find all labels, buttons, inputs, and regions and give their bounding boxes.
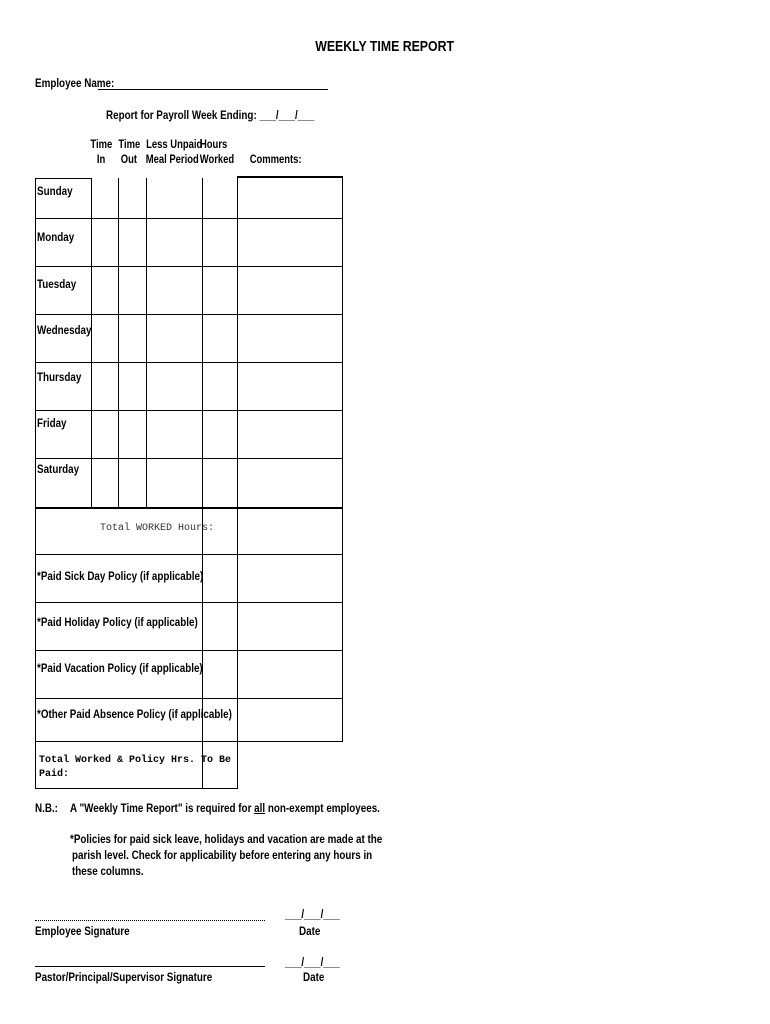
row-divider	[35, 602, 343, 603]
row-label-sunday: Sunday	[37, 184, 73, 198]
table-left-border	[35, 178, 36, 789]
day-section-bottom-border	[35, 507, 343, 509]
row-divider	[35, 410, 343, 411]
employee-name-label: Employee Name:	[35, 76, 115, 90]
col-header-time-in: Time In	[90, 139, 113, 166]
supervisor-signature-date-blank[interactable]: ___/___/___	[285, 955, 340, 969]
col-divider-meal-period	[146, 178, 147, 507]
row-label-saturday: Saturday	[37, 462, 80, 476]
supervisor-signature-label: Pastor/Principal/Supervisor Signature	[35, 970, 213, 984]
employee-name-field[interactable]	[98, 89, 328, 90]
row-divider	[35, 362, 343, 363]
row-label-friday: Friday	[37, 416, 67, 430]
col-header-hours-worked: Hours Worked	[199, 139, 235, 166]
table-top-border	[237, 176, 343, 178]
supervisor-date-label: Date	[303, 970, 325, 984]
col-divider-time-in	[91, 178, 92, 507]
policy-label-vacation: *Paid Vacation Policy (if applicable)	[37, 661, 203, 675]
col-divider-comments	[237, 178, 238, 789]
employee-signature-line[interactable]	[35, 920, 265, 921]
table-bottom-border	[35, 788, 238, 789]
row-divider	[35, 218, 343, 219]
table-top-left-border	[35, 178, 91, 179]
row-divider	[35, 741, 343, 742]
row-divider	[35, 554, 343, 555]
row-divider	[35, 314, 343, 315]
col-header-comments: Comments:	[249, 154, 302, 166]
row-label-wednesday: Wednesday	[37, 323, 92, 337]
policy-label-holiday: *Paid Holiday Policy (if applicable)	[37, 615, 198, 629]
week-ending-label: Report for Payroll Week Ending: ___/___/___	[106, 108, 315, 122]
employee-signature-label: Employee Signature	[35, 924, 130, 938]
row-divider	[35, 458, 343, 459]
col-divider-hours-worked	[202, 178, 203, 789]
employee-date-label: Date	[299, 924, 321, 938]
required-note: A "Weekly Time Report" is required for all non-exempt employees.	[70, 801, 380, 815]
policy-label-other-absence: *Other Paid Absence Policy (if applicable)	[37, 707, 232, 721]
col-divider-time-out	[118, 178, 119, 507]
row-label-tuesday: Tuesday	[37, 277, 77, 291]
supervisor-signature-line[interactable]	[35, 966, 265, 967]
col-header-time-out: Time Out	[118, 139, 141, 166]
row-label-thursday: Thursday	[37, 370, 82, 384]
row-divider	[35, 698, 343, 699]
row-label-monday: Monday	[37, 230, 75, 244]
col-header-meal-period: Less Unpaid Meal Period	[145, 139, 203, 166]
nb-label: N.B.:	[35, 801, 58, 815]
total-paid-label: Total Worked & Policy Hrs. To Be Paid:	[39, 755, 232, 780]
total-worked-label: Total WORKED Hours:	[100, 523, 215, 534]
policy-note: *Policies for paid sick leave, holidays and vacation are made at the parish level. Check for applicability before entering any hours in these columns.	[70, 832, 383, 878]
table-right-border	[342, 176, 343, 742]
row-divider	[35, 266, 343, 267]
page-title: WEEKLY TIME REPORT	[315, 38, 455, 55]
row-divider	[35, 650, 343, 651]
policy-label-sick-day: *Paid Sick Day Policy (if applicable)	[37, 569, 204, 583]
employee-signature-date-blank[interactable]: ___/___/___	[285, 907, 340, 921]
